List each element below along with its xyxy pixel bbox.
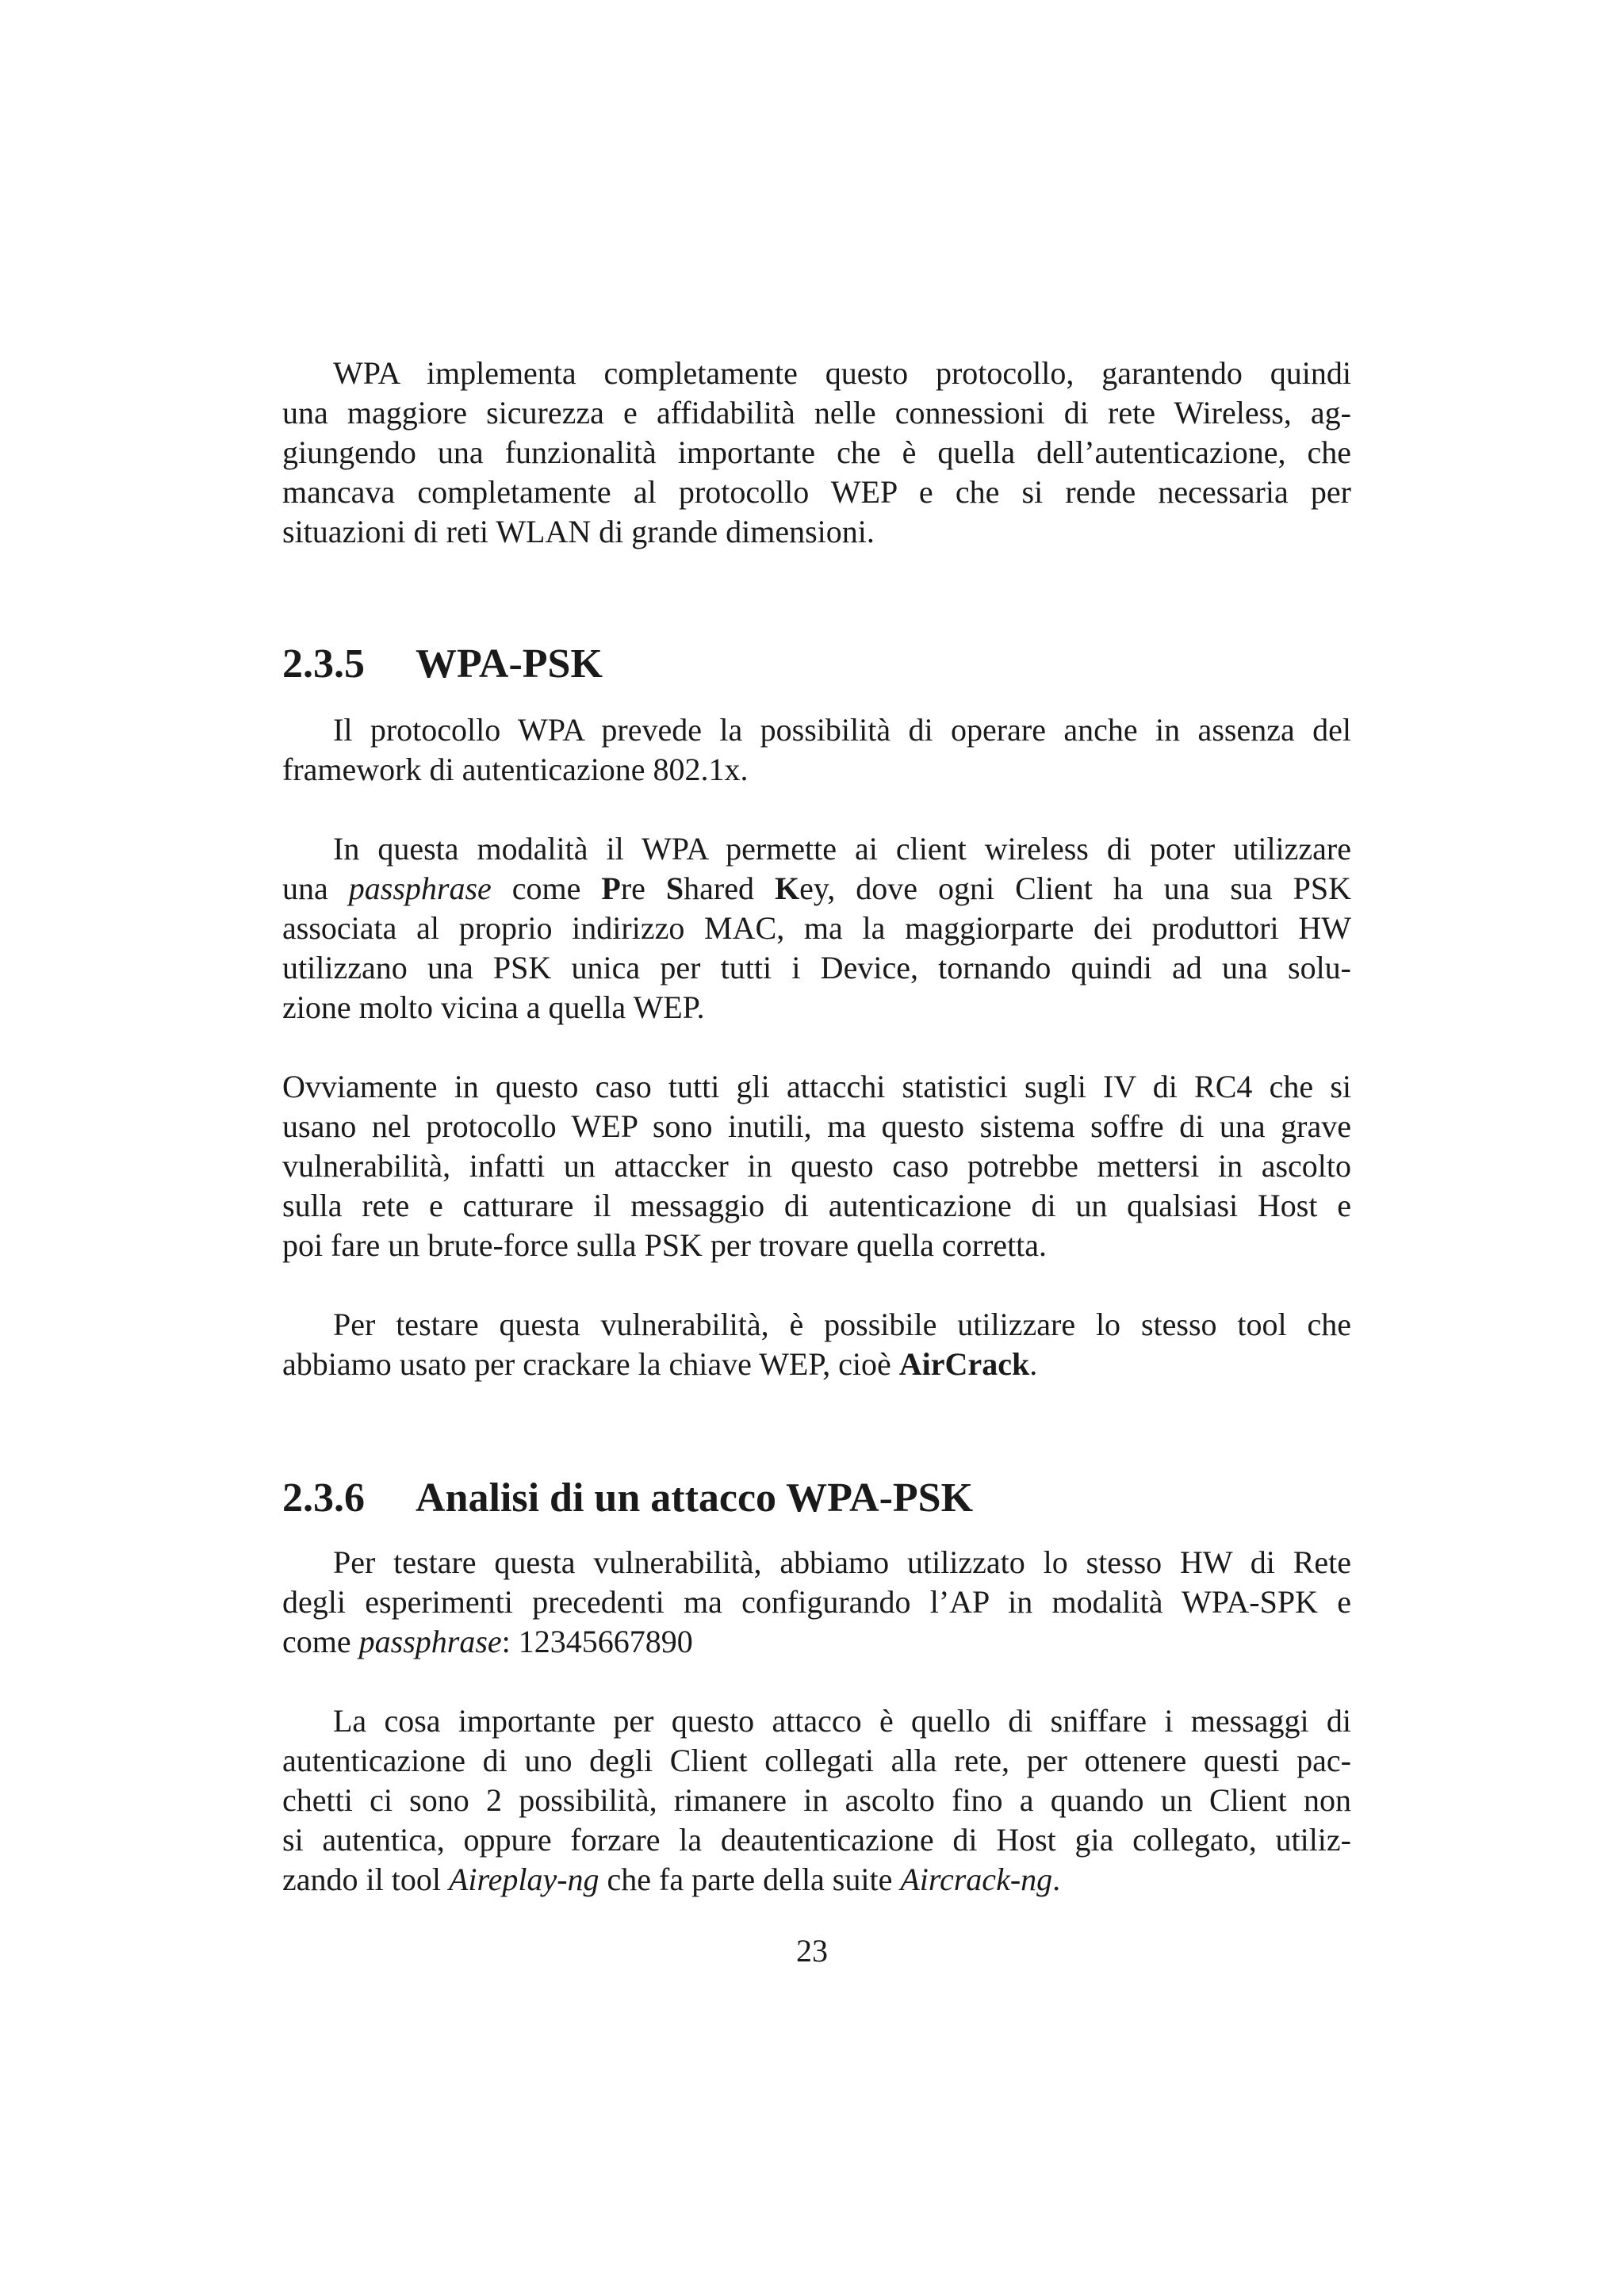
paragraph-psk-mode xyxy=(282,829,1351,1027)
text-line: chetti ci sono 2 possibilità, rimanere in ascolto fino a quando un Client non xyxy=(282,1782,1351,1818)
text-line: associata al proprio indirizzo MAC, ma la maggiorparte dei produttori HW xyxy=(282,910,1351,946)
text-fragment: ey, dove ogni Client ha una sua PSK xyxy=(799,871,1352,906)
text-line: Per testare questa vulnerabilità, è possibile utilizzare lo stesso tool che xyxy=(333,1307,1351,1342)
text-fragment: abbiamo usato per crackare la chiave WEP, cioè xyxy=(282,1346,899,1382)
text-line: giungendo una funzionalità importante che è quella dell’autenticazione, che xyxy=(282,434,1351,470)
bold-initial: P xyxy=(601,871,621,906)
text-line: framework di autenticazione 802.1x. xyxy=(282,752,749,787)
text-fragment: : 12345667890 xyxy=(501,1624,693,1659)
text-line xyxy=(282,1860,1351,1900)
bold-term: AirCrack xyxy=(898,1346,1030,1382)
text-line: degli esperimenti precedenti ma configurando l’AP in modalità WPA-SPK e xyxy=(282,1584,1351,1620)
paragraph-attack-method xyxy=(282,1701,1351,1900)
italic-term: passphrase xyxy=(348,871,492,906)
section-heading-2-3-6 xyxy=(282,1475,973,1522)
text-fragment: come xyxy=(491,871,602,906)
text-line: Ovviamente in questo caso tutti gli attacchi statistici sugli IV di RC4 che si xyxy=(282,1069,1351,1104)
text-line: si autentica, oppure forzare la deautenticazione di Host gia collegato, utiliz- xyxy=(282,1822,1351,1858)
text-fragment: . xyxy=(1029,1346,1038,1382)
text-fragment: zando il tool xyxy=(282,1862,449,1897)
text-fragment: come xyxy=(282,1624,359,1659)
section-number: 2.3.6 xyxy=(282,1475,365,1521)
text-line: sulla rete e catturare il messaggio di autenticazione di un qualsiasi Host e xyxy=(282,1188,1351,1223)
text-line: zione molto vicina a quella WEP. xyxy=(282,989,705,1025)
text-line: Il protocollo WPA prevede la possibilità di operare anche in assenza del xyxy=(333,712,1351,748)
text-line: situazioni di reti WLAN di grande dimensioni. xyxy=(282,514,875,549)
text-line: WPA implementa completamente questo protocollo, garantendo quindi xyxy=(333,355,1351,391)
paragraph-wpa-psk-intro xyxy=(282,710,1351,790)
italic-term: Aircrack-ng xyxy=(900,1862,1053,1897)
paragraph-test-setup xyxy=(282,1543,1351,1662)
section-title: WPA-PSK xyxy=(416,641,603,687)
text-line xyxy=(282,1345,1351,1384)
page-number: 23 xyxy=(796,1933,828,1969)
text-line: vulnerabilità, infatti un attaccker in questo caso potrebbe mettersi in ascolto xyxy=(282,1148,1351,1184)
text-line xyxy=(282,1622,1351,1662)
text-fragment: che fa parte della suite xyxy=(599,1862,901,1897)
italic-term: passphrase xyxy=(358,1624,502,1659)
text-line: utilizzano una PSK unica per tutti i Device, tornando quindi ad una solu- xyxy=(282,950,1351,985)
text-line: poi fare un brute-force sulla PSK per trovare quella corretta. xyxy=(282,1227,1048,1263)
text-fragment: re xyxy=(620,871,666,906)
bold-initial: K xyxy=(774,871,800,906)
italic-term: Aireplay-ng xyxy=(448,1862,599,1897)
text-fragment: una xyxy=(282,871,349,906)
text-fragment: hared xyxy=(684,871,775,906)
section-heading-2-3-5 xyxy=(282,641,603,688)
section-title: Analisi di un attacco WPA-PSK xyxy=(416,1475,974,1521)
bold-initial: S xyxy=(665,871,684,906)
paragraph-wpa-intro xyxy=(282,354,1351,552)
text-line: usano nel protocollo WEP sono inutili, ma questo sistema soffre di una grave xyxy=(282,1108,1351,1144)
text-line xyxy=(282,869,1351,909)
text-line: Per testare questa vulnerabilità, abbiamo utilizzato lo stesso HW di Rete xyxy=(333,1544,1351,1580)
section-number: 2.3.5 xyxy=(282,641,365,687)
paragraph-aircrack xyxy=(282,1305,1351,1384)
text-fragment: . xyxy=(1052,1862,1061,1897)
text-line: In questa modalità il WPA permette ai client wireless di poter utilizzare xyxy=(333,831,1351,867)
text-line: La cosa importante per questo attacco è quello di sniffare i messaggi di xyxy=(333,1703,1351,1739)
text-line: mancava completamente al protocollo WEP e che si rende necessaria per xyxy=(282,474,1351,510)
text-line: autenticazione di uno degli Client collegati alla rete, per ottenere questi pac- xyxy=(282,1743,1351,1778)
paragraph-vulnerability xyxy=(282,1067,1351,1265)
text-line: una maggiore sicurezza e affidabilità nelle connessioni di rete Wireless, ag- xyxy=(282,395,1351,430)
